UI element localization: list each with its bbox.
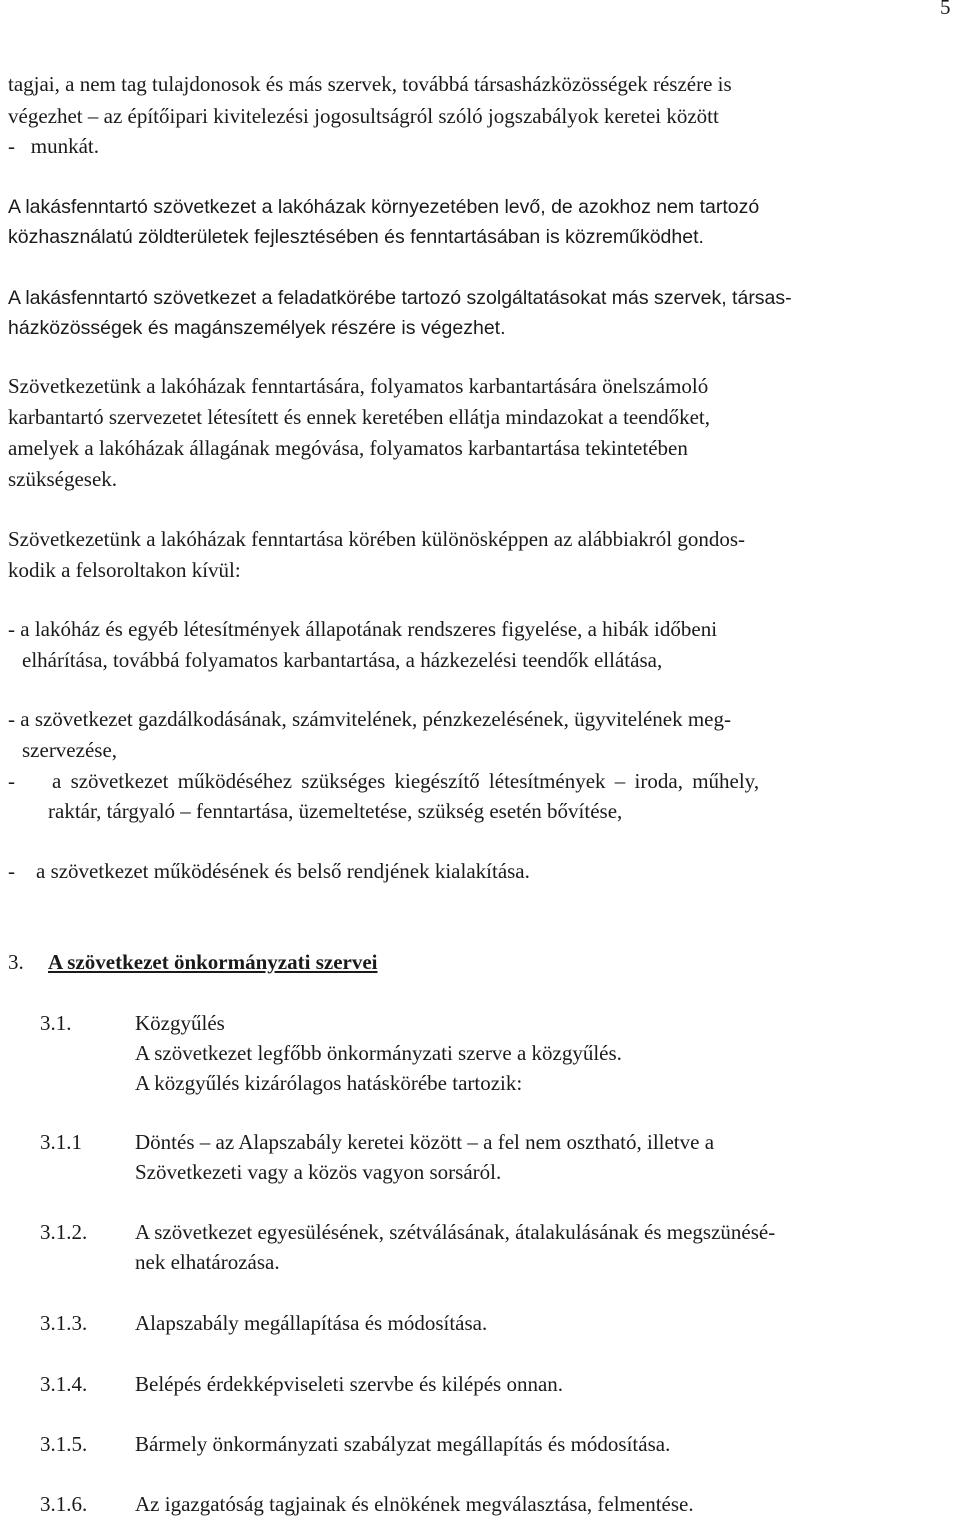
text-line: közhasználatú zöldterületek fejlesztésében és fenntartásában is közreműködhet. (8, 226, 704, 248)
item-text: Az igazgatóság tagjainak és elnökének megválasztása, felmentése. (135, 1492, 694, 1516)
list-item: - a szövetkezet működésének és belső rendjének kialakítása. (8, 859, 530, 883)
section-title: A szövetkezet önkormányzati szervei (48, 950, 378, 974)
item-text: A közgyűlés kizárólagos hatáskörébe tartozik: (135, 1071, 523, 1095)
list-item-continuation: raktár, tárgyaló – fenntartása, üzemeltetése, szükség esetén bővítése, (48, 799, 623, 823)
item-text: Szövetkezeti vagy a közös vagyon sorsáról. (135, 1160, 502, 1184)
text-line: végezhet – az építőipari kivitelezési jogosultságról szóló jogszabályok keretei között (8, 104, 719, 128)
list-item-continuation: elhárítása, továbbá folyamatos karbantartása, a házkezelési teendők ellátása, (22, 648, 663, 672)
text-line: kodik a felsoroltakon kívül: (8, 558, 241, 582)
text-line: szükségesek. (8, 467, 118, 491)
item-number: 3.1.2. (40, 1220, 88, 1244)
text-line: karbantartó szervezetet létesített és ennek keretében ellátja mindazokat a teendőket, (8, 405, 710, 429)
item-text: Belépés érdekképviseleti szervbe és kilépés onnan. (135, 1372, 564, 1396)
text-line: Szövetkezetünk a lakóházak fenntartására, folyamatos karbantartására önelszámoló (8, 374, 709, 398)
text-line: - munkát. (8, 134, 99, 158)
text-line: A lakásfenntartó szövetkezet a feladatkörébe tartozó szolgáltatásokat más szervek, társas- (8, 287, 792, 309)
item-number: 3.1.4. (40, 1372, 88, 1396)
item-title: Közgyűlés (135, 1011, 225, 1035)
list-item: - a szövetkezet működéséhez szükséges kiegészítő létesítmények – iroda, műhely, (8, 769, 760, 793)
item-text: Bármely önkormányzati szabályzat megállapítás és módosítása. (135, 1432, 671, 1456)
text-line: házközösségek és magánszemélyek részére is végezhet. (8, 317, 506, 339)
section-number: 3. (8, 950, 24, 974)
item-number: 3.1.1 (40, 1130, 82, 1154)
text-line: A lakásfenntartó szövetkezet a lakóházak környezetében levő, de azokhoz nem tartozó (8, 196, 760, 218)
item-text: A szövetkezet legfőbb önkormányzati szerve a közgyűlés. (135, 1041, 622, 1065)
item-number: 3.1. (40, 1011, 72, 1035)
item-text: nek elhatározása. (135, 1250, 280, 1274)
text-line: amelyek a lakóházak állagának megóvása, folyamatos karbantartása tekintetében (8, 436, 688, 460)
item-number: 3.1.3. (40, 1311, 88, 1335)
item-text: Alapszabály megállapítása és módosítása. (135, 1311, 488, 1335)
list-item: - a lakóház és egyéb létesítmények állapotának rendszeres figyelése, a hibák időbeni (8, 617, 718, 641)
text-line: Szövetkezetünk a lakóházak fenntartása körében különösképpen az alábbiakról gondos- (8, 527, 746, 551)
text-line: tagjai, a nem tag tulajdonosok és más szervek, továbbá társasházközösségek részére is (8, 72, 732, 96)
list-item: - a szövetkezet gazdálkodásának, számvitelének, pénzkezelésének, ügyvitelének meg- (8, 707, 731, 731)
item-number: 3.1.6. (40, 1492, 88, 1516)
item-text: A szövetkezet egyesülésének, szétválásának, átalakulásának és megszünésé- (135, 1220, 776, 1244)
page-number: 5 (940, 0, 951, 19)
item-number: 3.1.5. (40, 1432, 88, 1456)
item-text: Döntés – az Alapszabály keretei között – a fel nem osztható, illetve a (135, 1130, 715, 1154)
list-item-continuation: szervezése, (22, 738, 118, 762)
